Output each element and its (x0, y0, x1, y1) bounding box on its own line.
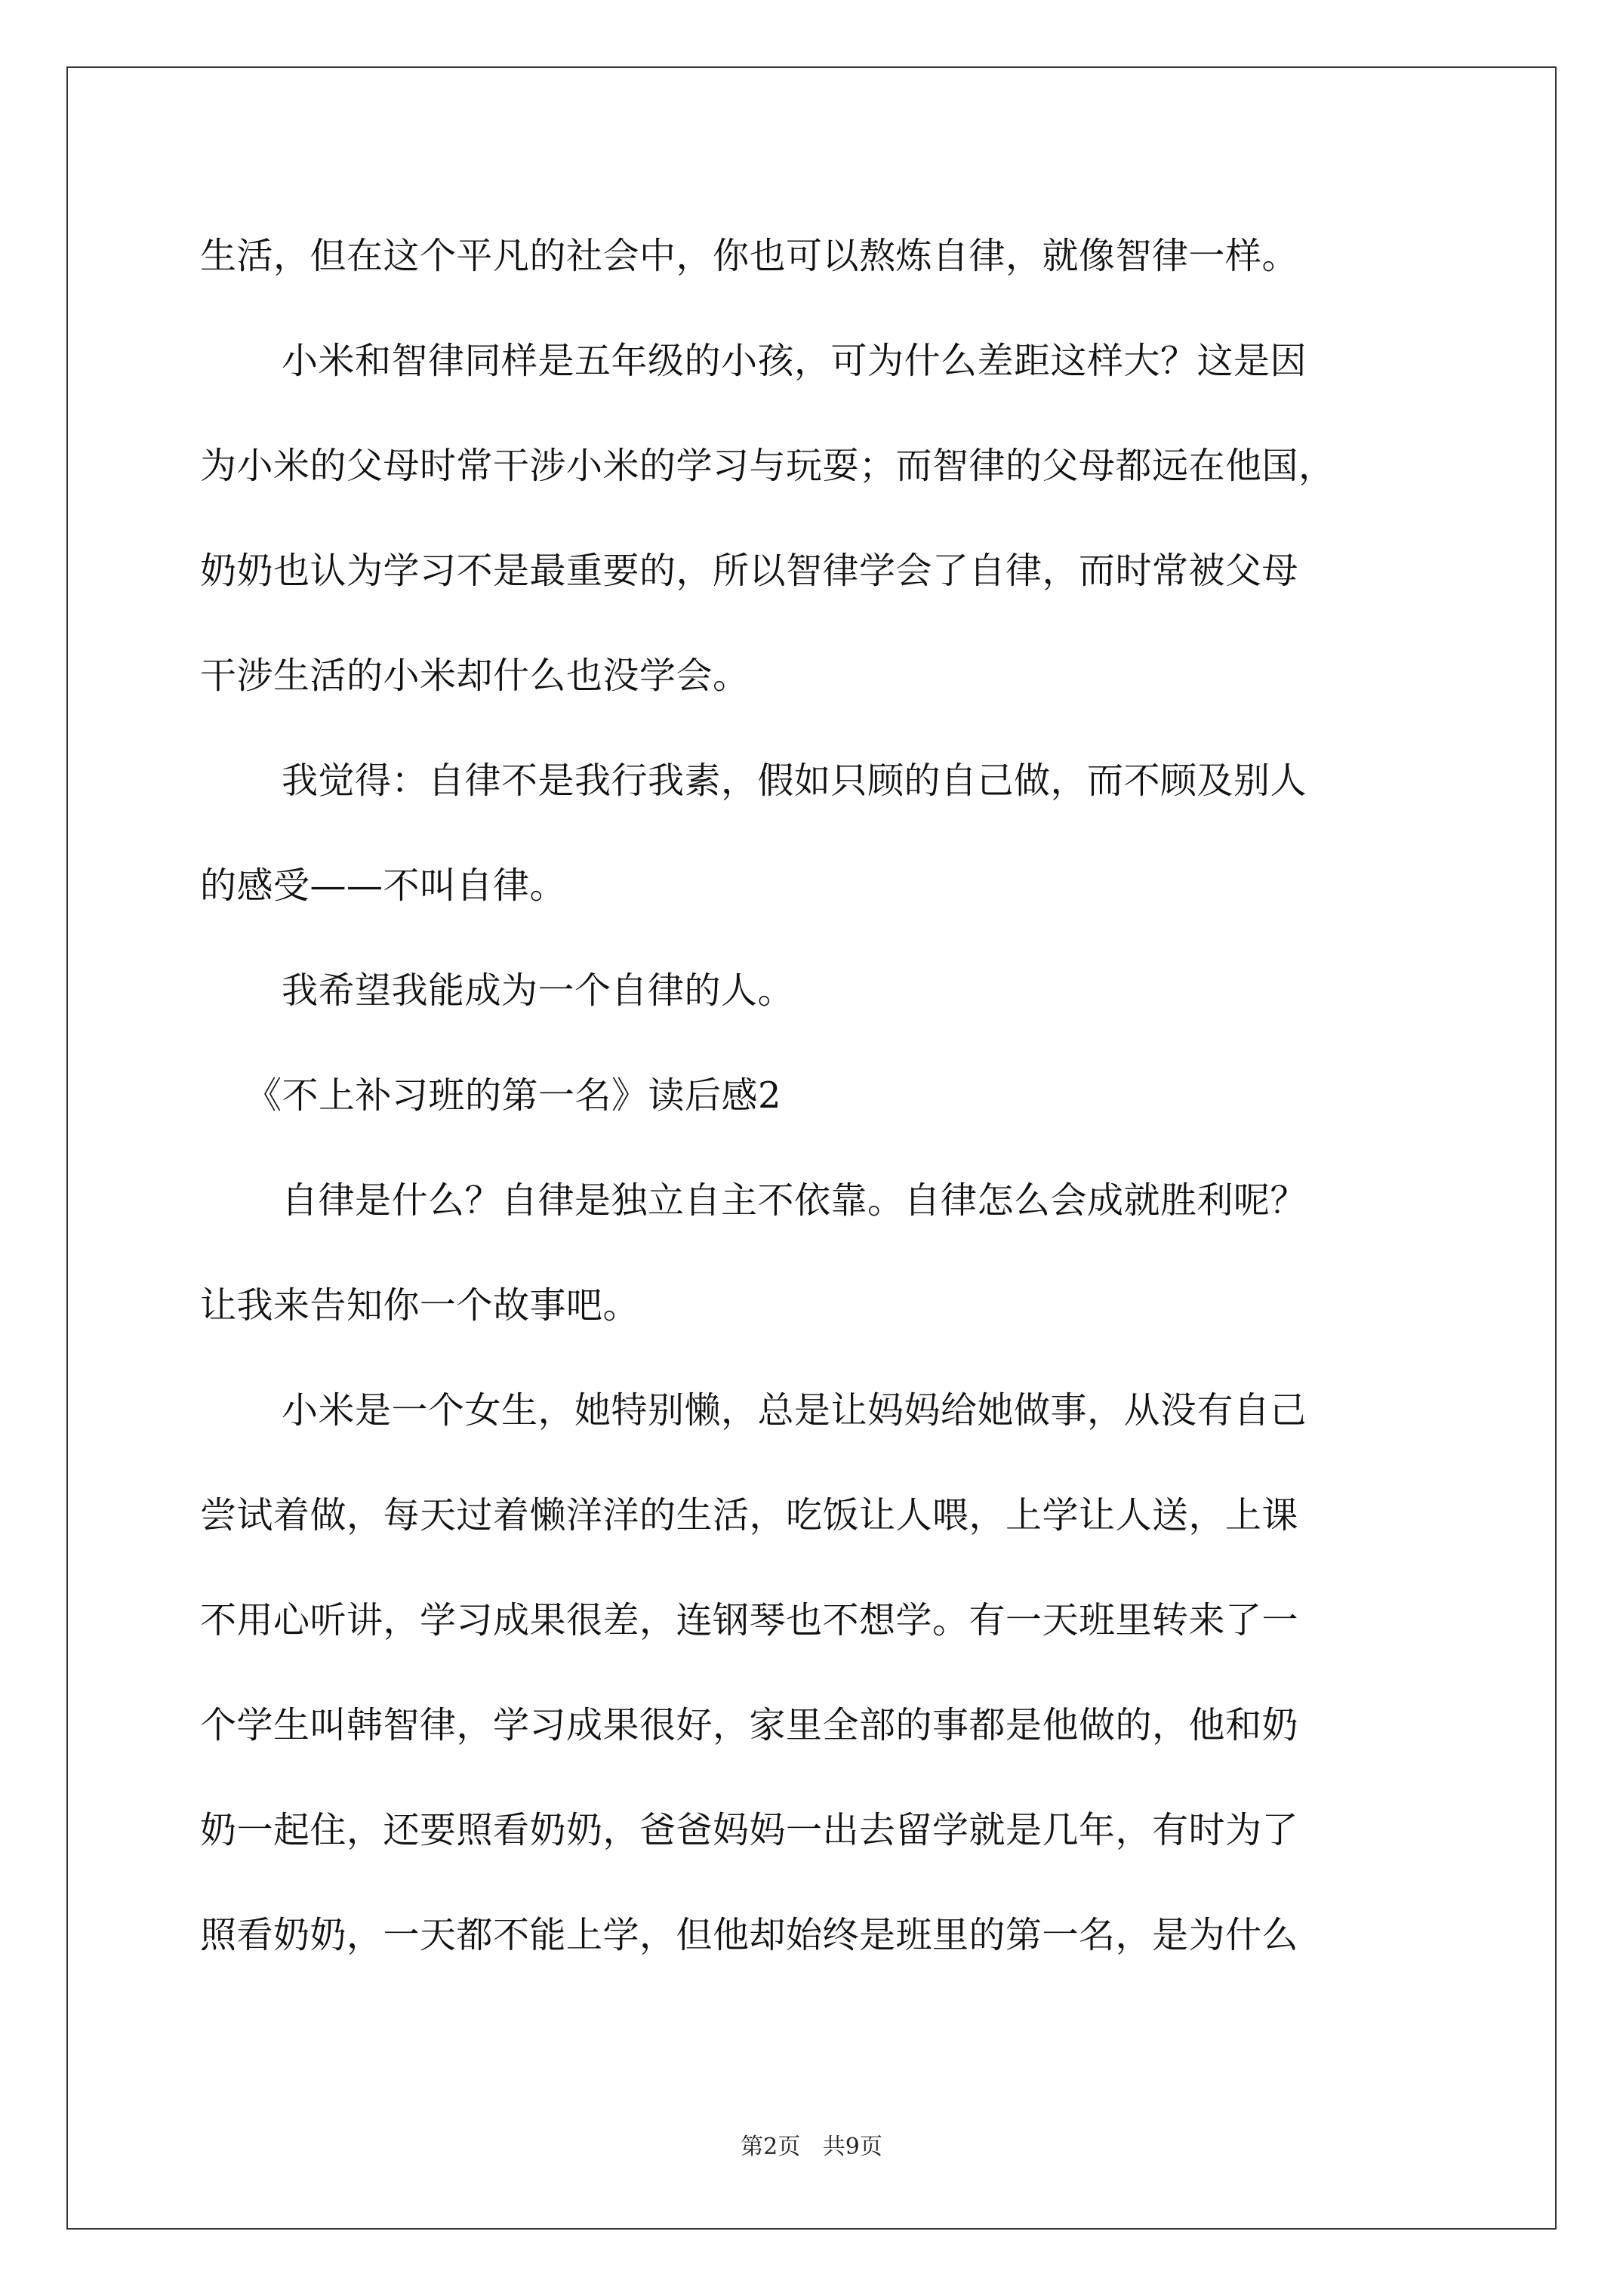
page-number: 第2页 (741, 2134, 801, 2160)
text-line: 让我来告知你一个故事吧。 (200, 1284, 640, 1327)
text-line: 个学生叫韩智律，学习成果很好，家里全部的事都是他做的，他和奶 (200, 1704, 1299, 1746)
text-line: 奶一起住，还要照看奶奶，爸爸妈妈一出去留学就是几年，有时为了 (200, 1809, 1299, 1851)
page-total: 共9页 (822, 2134, 882, 2160)
text-line: 我觉得：自律不是我行我素，假如只顾的自己做，而不顾及别人 (282, 760, 1307, 802)
text-line: 不用心听讲，学习成果很差，连钢琴也不想学。有一天班里转来了一 (200, 1599, 1299, 1641)
text-line: 生活，但在这个平凡的社会中，你也可以熬炼自律，就像智律一样。 (200, 235, 1299, 277)
document-body (200, 204, 1468, 1988)
page-footer (0, 2128, 1623, 2161)
text-line: 为小米的父母时常干涉小米的学习与玩耍；而智律的父母都远在他国， (200, 445, 1335, 487)
text-line: 自律是什么？自律是独立自主不依靠。自律怎么会成就胜利呢？ (282, 1179, 1307, 1222)
text-line: 的感受——不叫自律。 (200, 864, 567, 907)
text-line: 尝试着做，每天过着懒洋洋的生活，吃饭让人喂，上学让人送，上课 (200, 1494, 1299, 1536)
text-line: 照看奶奶，一天都不能上学，但他却始终是班里的第一名，是为什么 (200, 1914, 1299, 1956)
text-line: 我希望我能成为一个自律的人。 (282, 969, 795, 1012)
text-line: 奶奶也认为学习不是最重要的，所以智律学会了自律，而时常被父母 (200, 550, 1299, 592)
text-line: 小米和智律同样是五年级的小孩，可为什么差距这样大？这是因 (282, 340, 1307, 382)
section-title: 《不上补习班的第一名》读后感2 (245, 1074, 782, 1117)
text-line: 干涉生活的小米却什么也没学会。 (200, 655, 750, 697)
text-line: 小米是一个女生，她特别懒，总是让妈妈给她做事，从没有自己 (282, 1389, 1307, 1432)
